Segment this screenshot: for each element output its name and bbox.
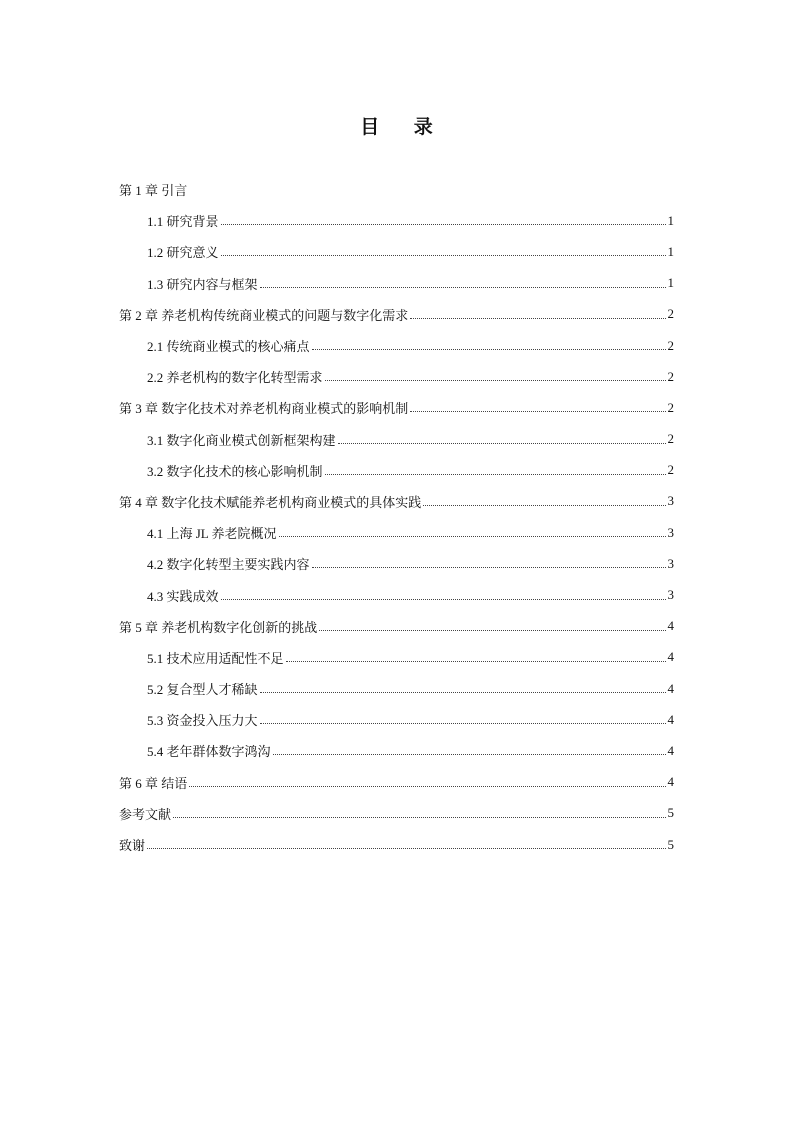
toc-entry-label: 第 2 章 养老机构传统商业模式的问题与数字化需求 — [119, 307, 409, 323]
toc-entry-label: 第 1 章 引言 — [119, 183, 188, 199]
dot-leader — [279, 536, 666, 537]
toc-section-entry[interactable] — [119, 455, 674, 486]
toc-entry-label: 参考文献 — [119, 806, 172, 822]
toc-page-number: 2 — [667, 462, 674, 478]
toc-page-number: 3 — [667, 555, 674, 571]
toc-entry-label: 第 3 章 数字化技术对养老机构商业模式的影响机制 — [119, 401, 409, 417]
dot-leader — [319, 630, 665, 631]
toc-entry-label: 第 5 章 养老机构数字化创新的挑战 — [119, 619, 318, 635]
toc-section-entry[interactable] — [119, 735, 674, 766]
toc-entry-label: 5.1 技术应用适配性不足 — [147, 650, 284, 666]
toc-page-number: 1 — [667, 275, 674, 291]
dot-leader — [423, 505, 665, 506]
toc-section-entry[interactable] — [119, 642, 674, 673]
dot-leader — [221, 224, 666, 225]
toc-page-number: 4 — [667, 680, 674, 696]
dot-leader — [260, 287, 666, 288]
toc-entry-label: 2.1 传统商业模式的核心痛点 — [147, 339, 310, 355]
toc-chapter-entry[interactable] — [119, 611, 674, 642]
dot-leader — [325, 474, 666, 475]
toc-entry-label: 1.3 研究内容与框架 — [147, 276, 258, 292]
toc-entry-label: 5.2 复合型人才稀缺 — [147, 682, 258, 698]
dot-leader — [286, 661, 666, 662]
toc-section-entry[interactable] — [119, 330, 674, 361]
toc-entry-label: 2.2 养老机构的数字化转型需求 — [147, 370, 323, 386]
toc-page-number: 5 — [667, 805, 674, 821]
toc-page-number: 2 — [667, 399, 674, 415]
toc-page-number: 3 — [667, 587, 674, 603]
toc-page-number: 4 — [667, 742, 674, 758]
toc-section-entry[interactable] — [119, 268, 674, 299]
toc-section-entry[interactable] — [119, 424, 674, 455]
toc-entry-label: 第 6 章 结语 — [119, 775, 188, 791]
toc-chapter-entry[interactable] — [119, 829, 674, 860]
toc-page-number: 5 — [667, 836, 674, 852]
table-of-contents — [119, 174, 674, 860]
dot-leader — [338, 443, 666, 444]
dot-leader — [410, 411, 665, 412]
toc-entry-label: 4.1 上海 JL 养老院概况 — [147, 526, 277, 542]
dot-leader — [325, 380, 666, 381]
toc-chapter-entry[interactable] — [119, 798, 674, 829]
toc-entry-label: 5.4 老年群体数字鸿沟 — [147, 744, 271, 760]
dot-leader — [312, 349, 666, 350]
toc-page-number: 2 — [667, 337, 674, 353]
toc-page-number: 2 — [667, 306, 674, 322]
toc-section-entry[interactable] — [119, 517, 674, 548]
dot-leader — [273, 754, 666, 755]
toc-section-entry[interactable] — [119, 548, 674, 579]
toc-entry-label: 第 4 章 数字化技术赋能养老机构商业模式的具体实践 — [119, 494, 422, 510]
toc-page-number: 3 — [667, 493, 674, 509]
dot-leader — [189, 786, 665, 787]
toc-title: 目 录 — [360, 116, 447, 138]
toc-chapter-entry[interactable] — [119, 767, 674, 798]
toc-section-entry[interactable] — [119, 236, 674, 267]
toc-section-entry[interactable] — [119, 673, 674, 704]
dot-leader — [147, 848, 665, 849]
toc-entry-label: 4.2 数字化转型主要实践内容 — [147, 557, 310, 573]
toc-chapter-entry[interactable] — [119, 486, 674, 517]
toc-section-entry[interactable] — [119, 205, 674, 236]
dot-leader — [221, 599, 666, 600]
toc-section-entry[interactable] — [119, 579, 674, 610]
toc-section-entry[interactable] — [119, 704, 674, 735]
toc-page-number: 4 — [667, 711, 674, 727]
dot-leader — [410, 318, 665, 319]
dot-leader — [260, 723, 666, 724]
toc-page-number: 2 — [667, 431, 674, 447]
toc-entry-label: 5.3 资金投入压力大 — [147, 713, 258, 729]
toc-entry-label: 4.3 实践成效 — [147, 588, 219, 604]
toc-page-number: 1 — [667, 212, 674, 228]
dot-leader — [312, 567, 666, 568]
toc-page-number: 4 — [667, 774, 674, 790]
toc-chapter-entry[interactable] — [119, 174, 674, 205]
toc-chapter-entry[interactable] — [119, 299, 674, 330]
toc-page-number: 4 — [667, 618, 674, 634]
dot-leader — [260, 692, 666, 693]
toc-entry-label: 致谢 — [119, 838, 146, 854]
dot-leader — [221, 255, 666, 256]
toc-section-entry[interactable] — [119, 361, 674, 392]
toc-page-number: 3 — [667, 524, 674, 540]
dot-leader — [173, 817, 665, 818]
toc-entry-label: 3.2 数字化技术的核心影响机制 — [147, 463, 323, 479]
toc-entry-label: 1.1 研究背景 — [147, 214, 219, 230]
toc-entry-label: 1.2 研究意义 — [147, 245, 219, 261]
toc-chapter-entry[interactable] — [119, 392, 674, 423]
toc-entry-label: 3.1 数字化商业模式创新框架构建 — [147, 432, 336, 448]
toc-page-number: 2 — [667, 368, 674, 384]
toc-page-number: 4 — [667, 649, 674, 665]
toc-page-number: 1 — [667, 243, 674, 259]
